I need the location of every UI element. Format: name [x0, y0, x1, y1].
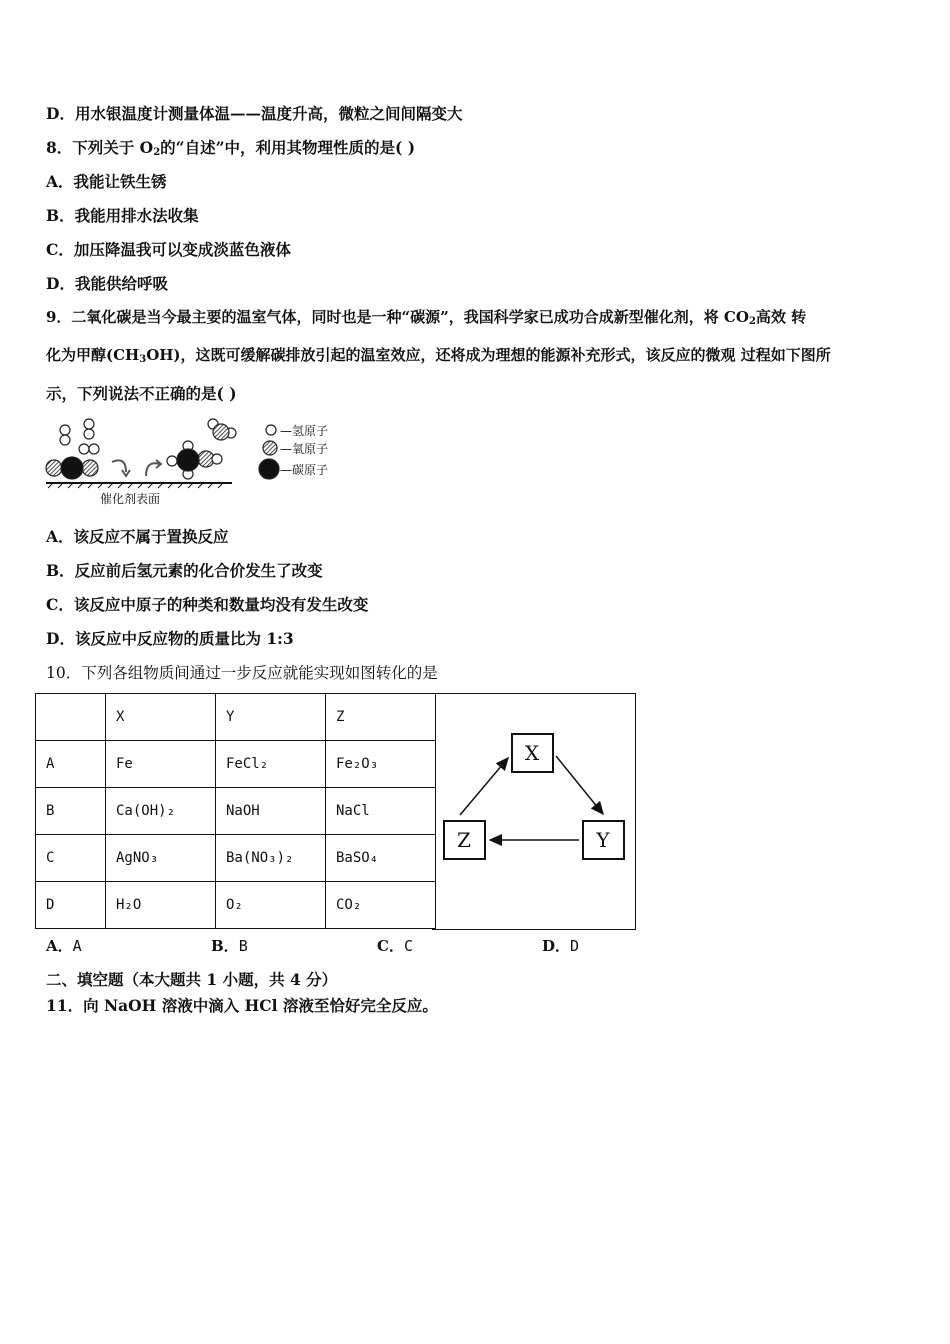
- q9-option-d: D．该反应中反应物的质量比为 1:3: [46, 629, 294, 648]
- table-cell: [36, 694, 106, 741]
- q9-stem-line3: 示，下列说法不正确的是( ): [46, 384, 237, 403]
- q10-option-b: B．B: [211, 937, 248, 955]
- table-cell: FeCl₂: [216, 741, 326, 788]
- table-cell: Z: [326, 694, 436, 741]
- table-cell: A: [36, 741, 106, 788]
- table-cell: Ca(OH)₂: [106, 788, 216, 835]
- q10-option-a: A．A: [46, 937, 82, 955]
- table-cell: NaCl: [326, 788, 436, 835]
- table-cell: O₂: [216, 882, 326, 929]
- q10-table: [35, 693, 436, 929]
- q8-option-d: D．我能供给呼吸: [46, 274, 168, 293]
- arrow-up-icon: [146, 463, 160, 476]
- q9-option-c: C．该反应中原子的种类和数量均没有发生改变: [46, 595, 369, 614]
- node-x: X: [524, 741, 540, 765]
- legend-hydrogen: —氢原子: [280, 424, 329, 438]
- transformation-diagram: [432, 694, 635, 930]
- q9-option-a: A．该反应不属于置换反应: [46, 527, 229, 546]
- carbon-dioxide-molecule: [46, 457, 98, 479]
- legend-carbon: —碳原子: [280, 463, 329, 477]
- table-cell: C: [36, 835, 106, 882]
- table-row: [36, 835, 436, 882]
- table-cell: H₂O: [106, 882, 216, 929]
- arrow-z-to-x: [460, 758, 508, 815]
- q10-option-d: D．D: [542, 937, 580, 955]
- transformation-diagram-frame: [432, 693, 636, 930]
- q9-stem-line1: 9．二氧化碳是当今最主要的温室气体，同时也是一种“碳源”，我国科学家已成功合成新型催化剂，将 $CO_2$高效 转: [46, 308, 807, 327]
- table-cell: Fe: [106, 741, 216, 788]
- table-cell: BaSO₄: [326, 835, 436, 882]
- q10-stem: 10．下列各组物质间通过一步反应就能实现如图转化的是: [46, 664, 438, 682]
- methanol-molecule: [167, 441, 222, 479]
- table-cell: NaOH: [216, 788, 326, 835]
- legend: [259, 425, 279, 479]
- table-cell: D: [36, 882, 106, 929]
- hydrogen-molecule: [60, 419, 99, 454]
- q8-option-c: C．加压降温我可以变成淡蓝色液体: [46, 240, 291, 259]
- table-cell: X: [106, 694, 216, 741]
- catalyst-surface-label: 催化剂表面: [100, 492, 161, 506]
- q8-stem: 8．下列关于 $O_2$的“自述”中，利用其物理性质的是( ): [46, 138, 416, 158]
- reaction-diagram: [40, 412, 340, 508]
- table-cell: Y: [216, 694, 326, 741]
- q8-option-a: A．我能让铁生锈: [46, 172, 167, 191]
- q9-option-b: B．反应前后氢元素的化合价发生了改变: [46, 561, 323, 580]
- node-z: Z: [457, 828, 471, 852]
- water-molecule: [208, 419, 236, 440]
- q9-stem-line2: 化为甲醇$(CH_3OH)$，这既可缓解碳排放引起的温室效应，还将成为理想的能源补充形式，该反应的微观 过程如下图所: [46, 346, 831, 365]
- table-cell: CO₂: [326, 882, 436, 929]
- section-title: 二、填空题（本大题共 1 小题，共 4 分）: [46, 970, 338, 989]
- q11-stem: 11．向 NaOH 溶液中滴入 HCl 溶液至恰好完全反应。: [46, 996, 438, 1015]
- legend-oxygen: —氧原子: [280, 442, 329, 456]
- table-cell: Ba(NO₃)₂: [216, 835, 326, 882]
- q7-option-d: D．用水银温度计测量体温——温度升高，微粒之间间隔变大: [46, 104, 463, 123]
- arrow-down-icon: [112, 460, 126, 472]
- table-row: [36, 882, 436, 929]
- table-cell: B: [36, 788, 106, 835]
- node-y: Y: [596, 828, 610, 852]
- table-header-row: [36, 694, 436, 741]
- table-row: [36, 741, 436, 788]
- table-cell: Fe₂O₃: [326, 741, 436, 788]
- table-row: [36, 788, 436, 835]
- arrow-x-to-y: [556, 756, 603, 814]
- table-cell: AgNO₃: [106, 835, 216, 882]
- q8-option-b: B．我能用排水法收集: [46, 206, 199, 225]
- q10-option-c: C．C: [377, 937, 413, 955]
